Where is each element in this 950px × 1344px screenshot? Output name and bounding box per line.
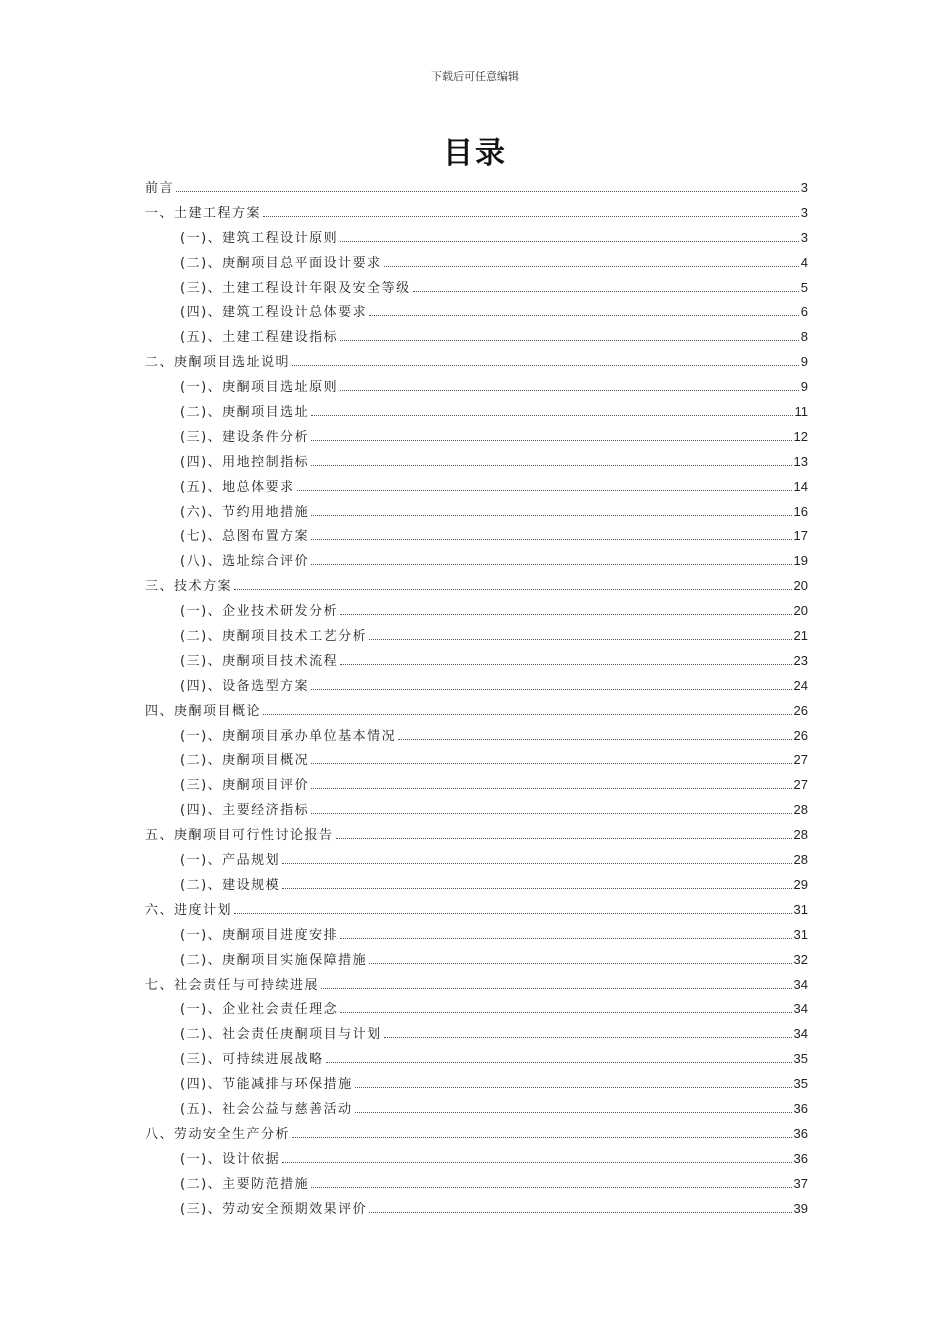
toc-entry-label: (二)、主要防范措施 bbox=[180, 1176, 310, 1192]
toc-entry[interactable] bbox=[145, 251, 808, 276]
toc-entry-label: (四)、用地控制指标 bbox=[180, 454, 310, 470]
toc-entry-page: 23 bbox=[793, 652, 808, 668]
toc-entry-label: (二)、庚酮项目概况 bbox=[180, 753, 310, 769]
toc-entry[interactable] bbox=[145, 300, 808, 325]
toc-dot-leader bbox=[292, 365, 799, 366]
toc-entry-label: (三)、庚酮项目技术流程 bbox=[180, 653, 339, 669]
toc-entry-page: 20 bbox=[793, 578, 808, 594]
toc-entry[interactable] bbox=[145, 1122, 808, 1147]
toc-dot-leader bbox=[311, 564, 791, 565]
toc-entry-label: (三)、可持续进展战略 bbox=[180, 1052, 324, 1068]
toc-entry-label: (六)、节约用地措施 bbox=[180, 504, 310, 520]
toc-entry-label: (三)、土建工程设计年限及安全等级 bbox=[180, 280, 411, 296]
toc-dot-leader bbox=[340, 1012, 791, 1013]
toc-entry[interactable] bbox=[145, 375, 808, 400]
toc-entry-page: 11 bbox=[794, 404, 808, 420]
toc-entry-label: 一、土建工程方案 bbox=[145, 205, 262, 221]
toc-entry-page: 28 bbox=[793, 802, 808, 818]
toc-entry-page: 13 bbox=[793, 453, 808, 469]
toc-entry-page: 5 bbox=[800, 279, 808, 295]
toc-entry-label: (一)、庚酮项目进度安排 bbox=[180, 927, 339, 943]
toc-entry[interactable] bbox=[145, 948, 808, 973]
toc-dot-leader bbox=[340, 241, 799, 242]
toc-entry-label: 二、庚酮项目选址说明 bbox=[145, 355, 291, 371]
toc-entry-page: 20 bbox=[793, 603, 808, 619]
toc-dot-leader bbox=[340, 340, 799, 341]
toc-entry-page: 19 bbox=[793, 553, 808, 569]
toc-entry[interactable] bbox=[145, 1172, 808, 1197]
toc-entry[interactable] bbox=[145, 599, 808, 624]
toc-entry[interactable] bbox=[145, 823, 808, 848]
toc-entry[interactable] bbox=[145, 798, 808, 823]
toc-entry[interactable] bbox=[145, 724, 808, 749]
toc-entry[interactable] bbox=[145, 226, 808, 251]
toc-entry[interactable] bbox=[145, 475, 808, 500]
toc-entry[interactable] bbox=[145, 898, 808, 923]
toc-entry-page: 28 bbox=[793, 827, 808, 843]
toc-entry-page: 36 bbox=[793, 1150, 808, 1166]
toc-entry[interactable] bbox=[145, 350, 808, 375]
toc-dot-leader bbox=[311, 1187, 791, 1188]
toc-entry-page: 3 bbox=[800, 204, 808, 220]
toc-entry-page: 34 bbox=[793, 976, 808, 992]
toc-entry-page: 14 bbox=[793, 478, 808, 494]
toc-entry[interactable] bbox=[145, 773, 808, 798]
toc-dot-leader bbox=[263, 714, 792, 715]
toc-entry[interactable] bbox=[145, 873, 808, 898]
toc-entry-page: 3 bbox=[800, 180, 808, 195]
toc-entry[interactable] bbox=[145, 973, 808, 998]
toc-entry-page: 6 bbox=[800, 304, 808, 320]
toc-entry-label: (一)、产品规划 bbox=[180, 853, 281, 869]
toc-entry-label: (二)、庚酮项目选址 bbox=[180, 405, 310, 421]
toc-entry-page: 16 bbox=[793, 503, 808, 519]
toc-entry-label: (一)、企业技术研发分析 bbox=[180, 604, 339, 620]
toc-dot-leader bbox=[369, 639, 791, 640]
toc-entry-label: (五)、地总体要求 bbox=[180, 479, 295, 495]
toc-entry-label: (二)、社会责任庚酮项目与计划 bbox=[180, 1027, 382, 1043]
toc-entry-label: 八、劳动安全生产分析 bbox=[145, 1126, 291, 1142]
toc-entry-label: (七)、总图布置方案 bbox=[180, 529, 310, 545]
toc-entry[interactable] bbox=[145, 674, 808, 699]
toc-dot-leader bbox=[176, 191, 799, 192]
toc-entry[interactable] bbox=[145, 500, 808, 525]
toc-dot-leader bbox=[369, 963, 791, 964]
toc-entry-label: (四)、建筑工程设计总体要求 bbox=[180, 305, 368, 321]
toc-entry-page: 21 bbox=[793, 628, 808, 644]
toc-entry[interactable] bbox=[145, 699, 808, 724]
toc-entry-page: 12 bbox=[793, 428, 808, 444]
toc-entry-label: (三)、劳动安全预期效果评价 bbox=[180, 1201, 368, 1217]
toc-entry[interactable] bbox=[145, 1097, 808, 1122]
toc-entry-page: 39 bbox=[793, 1200, 808, 1216]
toc-entry[interactable] bbox=[145, 201, 808, 226]
toc-entry-label: (四)、节能减排与环保措施 bbox=[180, 1077, 353, 1093]
toc-entry[interactable] bbox=[145, 923, 808, 948]
toc-dot-leader bbox=[311, 788, 791, 789]
toc-entry-label: (五)、土建工程建设指标 bbox=[180, 330, 339, 346]
toc-entry-label: (二)、庚酮项目技术工艺分析 bbox=[180, 629, 368, 645]
toc-entry-label: (二)、庚酮项目实施保障措施 bbox=[180, 952, 368, 968]
toc-entry-label: (四)、主要经济指标 bbox=[180, 803, 310, 819]
header-note: 下载后可任意编辑 bbox=[431, 70, 519, 83]
toc-entry[interactable] bbox=[145, 748, 808, 773]
toc-dot-leader bbox=[282, 863, 791, 864]
toc-dot-leader bbox=[413, 291, 799, 292]
toc-dot-leader bbox=[311, 415, 792, 416]
toc-dot-leader bbox=[234, 589, 792, 590]
toc-dot-leader bbox=[263, 216, 799, 217]
toc-entry-page: 24 bbox=[793, 677, 808, 693]
toc-entry-page: 36 bbox=[793, 1100, 808, 1116]
toc-dot-leader bbox=[340, 664, 791, 665]
toc-entry[interactable] bbox=[145, 176, 808, 201]
toc-entry[interactable] bbox=[145, 848, 808, 873]
toc-entry-label: (八)、选址综合评价 bbox=[180, 554, 310, 570]
toc-entry-page: 26 bbox=[793, 702, 808, 718]
toc-entry-label: 三、技术方案 bbox=[145, 579, 233, 595]
toc-dot-leader bbox=[311, 539, 791, 540]
toc-dot-leader bbox=[311, 689, 791, 690]
toc-dot-leader bbox=[384, 1037, 792, 1038]
toc-dot-leader bbox=[321, 988, 792, 989]
toc-entry-page: 31 bbox=[793, 901, 808, 917]
toc-dot-leader bbox=[384, 266, 799, 267]
toc-entry[interactable] bbox=[145, 574, 808, 599]
toc-dot-leader bbox=[297, 490, 792, 491]
toc-entry-label: (一)、设计依据 bbox=[180, 1151, 281, 1167]
toc-entry[interactable] bbox=[145, 1047, 808, 1072]
toc-entry-page: 9 bbox=[800, 354, 808, 370]
toc-entry-label: (一)、庚酮项目承办单位基本情况 bbox=[180, 728, 397, 744]
toc-entry-page: 35 bbox=[793, 1076, 808, 1092]
toc-entry-page: 34 bbox=[793, 1026, 808, 1042]
toc-entry[interactable] bbox=[145, 450, 808, 475]
toc-entry[interactable] bbox=[145, 325, 808, 350]
toc-dot-leader bbox=[282, 888, 791, 889]
toc-dot-leader bbox=[311, 465, 791, 466]
toc-entry-page: 4 bbox=[800, 254, 808, 270]
toc-entry[interactable] bbox=[145, 1197, 808, 1222]
toc-dot-leader bbox=[311, 515, 791, 516]
toc-entry-page: 29 bbox=[793, 876, 808, 892]
toc-entry-label: (五)、社会公益与慈善活动 bbox=[180, 1101, 353, 1117]
toc-entry-label: 四、庚酮项目概论 bbox=[145, 703, 262, 719]
toc-dot-leader bbox=[340, 938, 791, 939]
toc-dot-leader bbox=[340, 390, 799, 391]
toc-dot-leader bbox=[355, 1087, 792, 1088]
toc-dot-leader bbox=[326, 1062, 792, 1063]
toc-entry-page: 32 bbox=[793, 951, 808, 967]
page-title: 目录 bbox=[443, 136, 507, 171]
toc-entry-label: (一)、建筑工程设计原则 bbox=[180, 230, 339, 246]
toc-entry-page: 34 bbox=[793, 1001, 808, 1017]
toc-entry-page: 17 bbox=[793, 528, 808, 544]
toc-entry-page: 35 bbox=[793, 1051, 808, 1067]
toc-entry[interactable] bbox=[145, 549, 808, 574]
toc-entry[interactable] bbox=[145, 1147, 808, 1172]
toc-dot-leader bbox=[234, 913, 792, 914]
toc-dot-leader bbox=[355, 1112, 792, 1113]
toc-entry-label: 六、进度计划 bbox=[145, 902, 233, 918]
toc-entry-label: (一)、庚酮项目选址原则 bbox=[180, 380, 339, 396]
toc-entry-page: 26 bbox=[793, 727, 808, 743]
toc-dot-leader bbox=[398, 739, 791, 740]
toc-entry-label: (二)、庚酮项目总平面设计要求 bbox=[180, 255, 382, 271]
toc-entry[interactable] bbox=[145, 400, 808, 425]
toc-entry-label: (三)、建设条件分析 bbox=[180, 429, 310, 445]
toc-entry[interactable] bbox=[145, 276, 808, 301]
toc-entry-label: (四)、设备选型方案 bbox=[180, 678, 310, 694]
toc-entry-label: 前言 bbox=[145, 181, 175, 196]
toc-entry-label: (一)、企业社会责任理念 bbox=[180, 1002, 339, 1018]
toc-dot-leader bbox=[311, 440, 791, 441]
toc-entry-label: 七、社会责任与可持续进展 bbox=[145, 977, 320, 993]
toc-dot-leader bbox=[369, 1212, 791, 1213]
toc-entry[interactable] bbox=[145, 425, 808, 450]
toc-entry-page: 27 bbox=[793, 752, 808, 768]
table-of-contents bbox=[145, 176, 808, 1221]
toc-dot-leader bbox=[369, 315, 799, 316]
toc-entry-page: 27 bbox=[793, 777, 808, 793]
toc-entry-label: (二)、建设规模 bbox=[180, 877, 281, 893]
toc-entry-page: 31 bbox=[793, 926, 808, 942]
toc-entry[interactable] bbox=[145, 1022, 808, 1047]
toc-entry[interactable] bbox=[145, 624, 808, 649]
toc-entry-page: 37 bbox=[793, 1175, 808, 1191]
toc-entry-page: 9 bbox=[800, 379, 808, 395]
toc-dot-leader bbox=[340, 614, 791, 615]
toc-entry-page: 8 bbox=[800, 329, 808, 345]
toc-entry[interactable] bbox=[145, 1072, 808, 1097]
toc-dot-leader bbox=[311, 763, 791, 764]
toc-dot-leader bbox=[282, 1162, 791, 1163]
toc-entry[interactable] bbox=[145, 649, 808, 674]
toc-entry-page: 3 bbox=[800, 229, 808, 245]
toc-dot-leader bbox=[292, 1137, 792, 1138]
toc-entry[interactable] bbox=[145, 524, 808, 549]
toc-dot-leader bbox=[336, 838, 792, 839]
toc-entry-label: 五、庚酮项目可行性讨论报告 bbox=[145, 828, 334, 844]
toc-dot-leader bbox=[311, 813, 791, 814]
toc-entry-page: 36 bbox=[793, 1125, 808, 1141]
toc-entry-label: (三)、庚酮项目评价 bbox=[180, 778, 310, 794]
toc-entry-page: 28 bbox=[793, 852, 808, 868]
toc-entry[interactable] bbox=[145, 997, 808, 1022]
